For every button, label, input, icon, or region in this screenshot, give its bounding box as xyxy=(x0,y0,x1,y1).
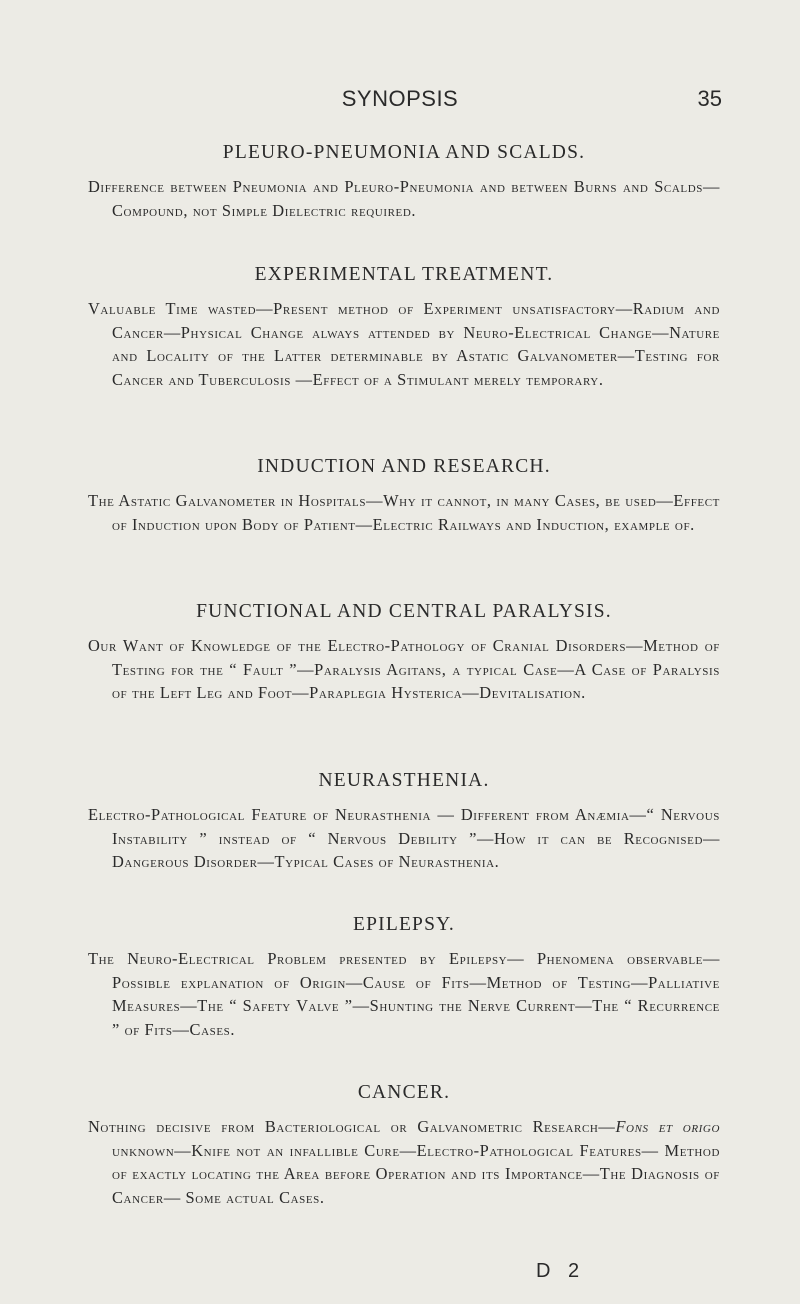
signature-mark: D 2 xyxy=(536,1260,586,1282)
section-heading: EPILEPSY. xyxy=(352,914,455,935)
running-title: SYNOPSIS xyxy=(341,86,459,111)
section-heading: NEURASTHENIA. xyxy=(318,770,490,791)
running-head xyxy=(0,86,800,116)
section-induction-research xyxy=(88,456,720,536)
section-body: The Astatic Galvanometer in Hospitals—Why it cannot, in many Cases, be used—Effect of Induction upon Body of Patient—Electric Railways and Induction, example of. xyxy=(88,491,720,534)
section-heading: PLEURO-PNEUMONIA AND SCALDS. xyxy=(222,142,586,163)
section-pleuro-pneumonia xyxy=(88,142,720,222)
section-body: Difference between Pneumonia and Pleuro-Pneumonia and between Burns and Scalds—Compound, not Simple Dielectric required. xyxy=(88,177,720,220)
section-body: Our Want of Knowledge of the Electro-Pathology of Cranial Disorders—Method of Testing for the “ Fault ”—Paralysis Agitans, a typical Case—A Case of Paralysis of the Left Leg and Foot—Paraplegia Hysterica—Devitalisation. xyxy=(88,636,720,703)
section-experimental-treatment xyxy=(88,264,720,391)
body-text-end: unknown—Knife not an infallible Cure—Electro-Pathological Features— Method of exactly locating the Area before Operation and its Importance—The Diagnosis of Cancer— Some actual Cases. xyxy=(112,1140,720,1207)
section-body xyxy=(88,1115,720,1209)
section-heading: INDUCTION AND RESEARCH. xyxy=(257,456,551,477)
section-heading: CANCER. xyxy=(357,1082,451,1103)
section-body: The Neuro-Electrical Problem presented by Epilepsy— Phenomena observable—Possible explanation of Origin—Cause of Fits—Method of Testing—Palliative Measures—The “ Safety Valve ”—Shunting the Nerve Current—The “ Recurrence ” of Fits—Cases. xyxy=(88,949,720,1039)
section-body: Valuable Time wasted—Present method of Experiment unsatisfactory—Radium and Cancer—Physical Change always attended by Neuro-Electrical Change—Nature and Locality of the Latter determinable by Astatic Galvanometer—Testing for Cancer and Tuberculosis —Effect of a Stimulant merely temporary. xyxy=(88,299,720,389)
section-epilepsy xyxy=(88,914,720,1041)
section-neurasthenia xyxy=(88,770,720,874)
section-paralysis xyxy=(88,601,720,705)
body-text-start: Nothing decisive from Bacteriological or Galvanometric Research— xyxy=(88,1117,616,1136)
section-heading: EXPERIMENTAL TREATMENT. xyxy=(254,264,554,285)
latin-phrase: Fons et origo xyxy=(615,1117,720,1136)
page-number: 35 xyxy=(697,86,722,111)
section-cancer xyxy=(88,1082,720,1209)
section-heading: FUNCTIONAL AND CENTRAL PARALYSIS. xyxy=(196,601,612,622)
section-body: Electro-Pathological Feature of Neurasthenia — Different from Anæmia—“ Nervous Instability ” instead of “ Nervous Debility ”—How it can be Recognised— Dangerous Disorder—Typical Cases of Neurasthenia. xyxy=(88,805,720,872)
